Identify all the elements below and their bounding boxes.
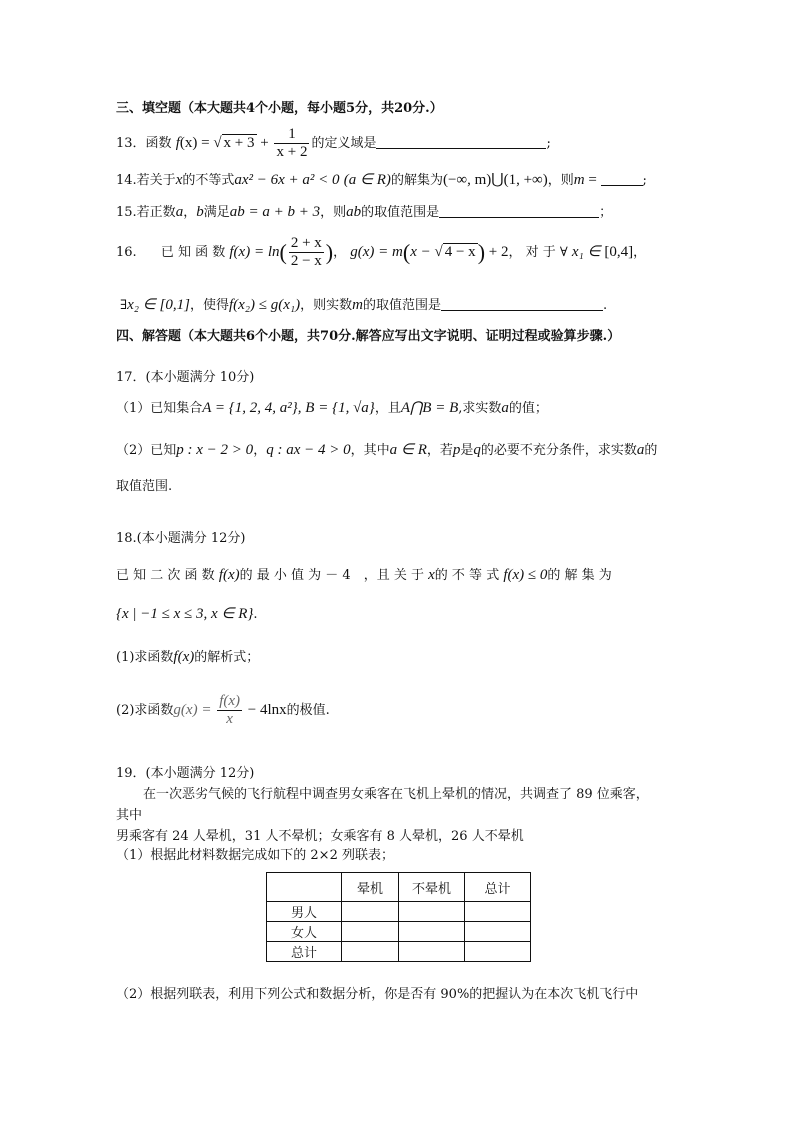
question-19-line2: 其中 [116,808,143,823]
question-17-part1: （1）已知集合A = {1, 2, 4, a²}, B = {1, √a}，且A⋂B = B,求实数a的值； [116,400,548,416]
answer-blank[interactable] [601,171,643,186]
table-cell[interactable] [399,902,465,922]
table-header-cell: 总计 [465,873,531,902]
table-cell[interactable] [399,942,465,962]
table-cell[interactable] [465,942,531,962]
table-cell[interactable] [465,902,531,922]
question-18-stem-cont: {x | −1 ≤ x ≤ 3, x ∈ R}. [116,606,258,622]
question-18-part1: (1)求函数f(x)的解析式； [116,649,260,665]
question-14: 14.若关于x的不等式ax² − 6x + a² < 0 (a ∈ R)的解集为(−∞, m)⋃(1, +∞)，则m = ; [116,172,647,188]
question-15: 15.若正数a，b满足ab = a + b + 3，则ab的取值范围是 ； [116,204,613,220]
table-row [267,902,531,922]
answer-blank[interactable] [441,296,603,311]
question-16: 16. 已 知 函 数 f(x) = ln( $\frac{2 + x}{2 - x}$ )， g(x) = m(x − √ 4 − x) + 2， 对 于 ∀ x₁ ∈ [0,4]， [116,235,647,269]
question-19-line3: 男乘客有 24 人晕机，31 人不晕机；女乘客有 8 人晕机，26 人不晕机 [116,829,524,844]
question-19-title: 19．(本小题满分 12分) [116,766,255,781]
question-17-part2-cont: 取值范围. [116,479,173,494]
answer-blank[interactable] [439,203,599,218]
question-17-title: 17．(本小题满分 10分) [116,370,255,385]
section3-heading: 三、填空题（本大题共4个小题，每小题5分，共20分.） [116,101,443,116]
table-cell[interactable] [342,902,399,922]
question-13: 13．函数 f(x) = √ x + 3 + $\frac{1}{x + 2}$ 的定义域是 ; [116,126,551,160]
question-18-stem: 已 知 二 次 函 数 f(x)的 最 小 值 为 － 4 ，且 关 于 x的 不 等 式 f(x) ≤ 0的 解 集 为 [116,567,612,583]
row-label: 女人 [267,922,342,942]
table-cell[interactable] [342,942,399,962]
question-18-title: 18.(本小题满分 12分) [116,531,246,546]
answer-blank[interactable] [376,134,546,149]
section4-heading: 四、解答题（本大题共6个小题，共70分.解答应写出文字说明、证明过程或验算步骤.） [116,329,621,344]
table-row [267,922,531,942]
question-19-part1: （1）根据此材料数据完成如下的 2×2 列联表； [116,848,394,863]
contingency-table [266,872,531,962]
row-label: 总计 [267,942,342,962]
question-17-part2: （2）已知p : x − 2 > 0，q : ax − 4 > 0，其中a ∈ R，若p是q的必要不充分条件，求实数a的 [116,442,658,458]
row-label: 男人 [267,902,342,922]
table-cell[interactable] [342,922,399,942]
question-16-line2: ∃x₂ ∈ [0,1]，使得f(x₂) ≤ g(x₁)，则实数m的取值范围是 . [120,297,608,313]
table-header-row [267,873,531,902]
table-header-cell: 晕机 [342,873,399,902]
table-row [267,942,531,962]
fraction: $\frac{1}{x + 2}$ [276,126,308,160]
fraction: $\frac{f(x)}{x}$ [219,693,241,727]
fraction: $\frac{2 + x}{2 - x}$ [290,235,322,269]
table-cell[interactable] [465,922,531,942]
table-cell[interactable] [399,922,465,942]
table-header-cell: 不晕机 [399,873,465,902]
table-header-cell [267,873,342,902]
question-19-line1: 在一次恶劣气候的飞行航程中调查男女乘客在飞机上晕机的情况，共调查了 89 位乘客， [143,787,649,802]
question-19-part2: （2）根据列联表，利用下列公式和数据分析，你是否有 90%的把握认为在本次飞机飞行中 [116,987,639,1002]
question-18-part2: (2)求函数g(x) = $\frac{f(x)}{x}$ − 4lnx的极值. [116,693,330,727]
